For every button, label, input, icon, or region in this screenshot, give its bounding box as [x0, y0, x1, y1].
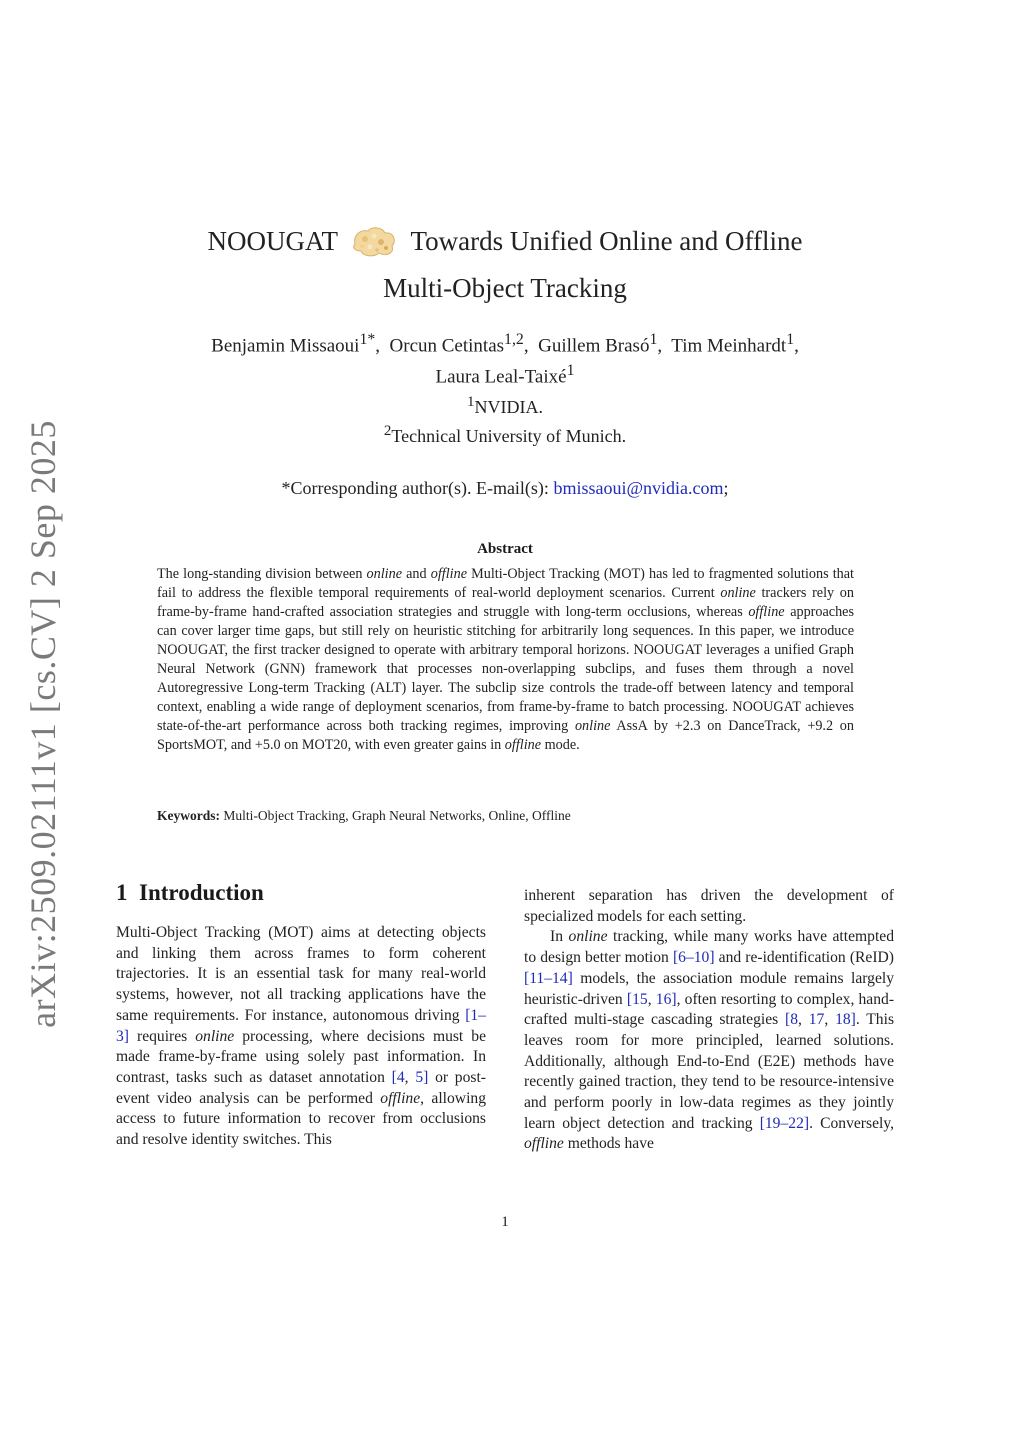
- affiliation-mark: 1: [467, 394, 475, 410]
- citation-link[interactable]: [6–10]: [672, 949, 715, 967]
- citation-link[interactable]: 18]: [835, 1011, 856, 1029]
- paragraph: [524, 927, 894, 1155]
- author-list: Benjamin Missaoui$^{1*}$, Orcun Cetintas$^{1,2}$, Guillem Brasó$^1$, Tim Meinhardt$^1$, Laura Leal-Taixé$^1$: [211, 331, 799, 388]
- paragraph: inherent separation has driven the development of specialized models for each setting.: [524, 887, 894, 925]
- body-text: and re-identification (ReID): [714, 949, 894, 967]
- body-text: ,: [824, 1011, 836, 1029]
- author-affiliation-mark: 1,2: [504, 331, 524, 348]
- abstract-emphasis: online: [366, 566, 403, 582]
- citation-link[interactable]: 5]: [415, 1068, 429, 1086]
- author: Laura Leal-Taixé: [435, 366, 567, 388]
- abstract-body: [157, 565, 854, 755]
- body-text: or post-event video analysis can be performed: [116, 1068, 486, 1107]
- affiliation: Technical University of Munich.: [391, 426, 627, 446]
- body-text: . Conversely,: [809, 1114, 895, 1132]
- body-text: ,: [798, 1011, 809, 1029]
- abstract-emphasis: offline: [430, 566, 468, 582]
- corresponding-author-suffix: ;: [723, 478, 729, 498]
- author: Orcun Cetintas: [389, 335, 505, 357]
- citation-link[interactable]: [15: [626, 990, 648, 1008]
- keywords-text: Multi-Object Tracking, Graph Neural Networks, Online, Offline: [220, 808, 571, 823]
- arxiv-identifier-stamp: arXiv:2509.02111v1 [cs.CV] 2 Sep 2025: [23, 420, 63, 1028]
- email-link[interactable]: bmissaoui@nvidia.com: [553, 478, 724, 498]
- body-text: tracking, while many works have attempted to design better motion: [524, 928, 894, 967]
- abstract-emphasis: offline: [748, 604, 785, 620]
- author-affiliation-mark: 1: [566, 362, 575, 380]
- abstract-text: trackers rely on frame-by-frame hand-crafted association strategies and struggle with long-term occlusions, whereas: [157, 585, 854, 620]
- body-text: Multi-Object Tracking (MOT) aims at detecting objects and linking them across frames to form coherent trajectories. It is an essential task for many real-world systems, however, not all tracking applications have the same requirements. For instance, autonomous driving: [116, 924, 486, 1024]
- keywords-label: Keywords:: [157, 808, 220, 823]
- body-text: ,: [404, 1068, 416, 1086]
- nougat-candy-icon: [350, 224, 398, 269]
- affiliation-mark: 2: [383, 423, 392, 439]
- citation-link[interactable]: [19–22]: [759, 1114, 810, 1132]
- body-emphasis: offline: [380, 1089, 421, 1107]
- corresponding-author: [150, 478, 860, 499]
- abstract-text: The long-standing division between: [157, 566, 367, 582]
- citation-link[interactable]: 17: [808, 1011, 825, 1029]
- body-text: . This leaves room for more principled, learned solutions. Additionally, although End-to-End (E2E) methods have recently gained traction, they tend to be resource-intensive and perform poorly in low-data regimes as they jointly learn object detection and tracking: [524, 1011, 895, 1132]
- abstract-emphasis: offline: [504, 737, 542, 753]
- body-text: models, the association module remains largely heuristic-driven: [524, 969, 894, 1008]
- body-text: methods have: [563, 1135, 654, 1153]
- abstract-text: mode.: [541, 737, 580, 753]
- abstract-emphasis: online: [574, 718, 611, 734]
- section-heading: [116, 880, 264, 906]
- body-text: , often resorting to complex, hand-crafted multi-stage cascading strategies: [524, 990, 895, 1029]
- right-column: [524, 886, 894, 1155]
- page-number: 1: [501, 1214, 509, 1230]
- affiliations: [200, 390, 810, 448]
- author-affiliation-mark: 1: [786, 331, 795, 348]
- abstract-text: Multi-Object Tracking (MOT) has led to fragmented solutions that fail to address the flexible temporal requirements of real-world deployment scenarios. Current: [157, 566, 854, 601]
- body-emphasis: online: [195, 1027, 235, 1045]
- body-emphasis: offline: [524, 1135, 564, 1153]
- author: Tim Meinhardt: [671, 335, 787, 357]
- section-title: Introduction: [139, 880, 264, 905]
- citation-link[interactable]: [1–3]: [116, 1006, 486, 1045]
- author: Guillem Brasó: [538, 335, 650, 357]
- citation-link[interactable]: [8: [785, 1011, 799, 1029]
- keywords: [157, 808, 854, 824]
- author: Benjamin Missaoui: [211, 335, 360, 357]
- abstract-text: AssA by +2.3 on DanceTrack, +9.2 on SportsMOT, and +5.0 on MOT20, with even greater gains in: [157, 718, 854, 753]
- body-text: requires: [129, 1027, 196, 1045]
- citation-link[interactable]: [11–14]: [524, 969, 573, 987]
- author-affiliation-mark: 1*: [359, 331, 376, 348]
- body-emphasis: online: [568, 928, 608, 946]
- abstract-emphasis: online: [720, 585, 756, 601]
- abstract-text: approaches can cover larger time gaps, but still rely on heuristic stitching for arbitrarily long sequences. In this paper, we introduce NOOUGAT, the first tracker designed to operate with arbitrary temporal horizons. NOOUGAT leverages a unified Graph Neural Network (GNN) framework that processes non-overlapping subclips, and fuses them through a novel Autoregressive Long-term Tracking (ALT) layer. The subclip size controls the trade-off between latency and temporal context, enabling a wide range of deployment scenarios, from frame-by-frame to batch processing. NOOUGAT achieves state-of-the-art performance across both tracking regimes, improving: [157, 604, 854, 734]
- section-number: 1: [116, 880, 128, 905]
- title-rest: Towards Unified Online and Offline: [410, 226, 803, 256]
- corresponding-author-label: *Corresponding author(s). E-mail(s):: [281, 478, 549, 498]
- abstract-text: and: [402, 566, 431, 582]
- body-text: In: [550, 928, 569, 946]
- citation-link[interactable]: [4: [391, 1068, 405, 1086]
- affiliation: NVIDIA.: [474, 397, 543, 417]
- abstract-heading: Abstract: [477, 541, 533, 557]
- body-text: ,: [647, 990, 656, 1008]
- left-column: [116, 923, 486, 1151]
- citation-link[interactable]: 16]: [655, 990, 677, 1008]
- paper-title: [150, 222, 860, 308]
- author-affiliation-mark: 1: [649, 331, 658, 348]
- paragraph: [116, 923, 486, 1151]
- body-text: processing, where decisions must be made frame-by-frame using solely past information. In contrast, tasks such as dataset annotation: [116, 1027, 486, 1086]
- title-name: NOOUGAT: [207, 226, 338, 256]
- title-line-2: Multi-Object Tracking: [383, 273, 627, 303]
- body-text: , allowing access to future information to recover from occlusions and resolve identity switches. This: [116, 1089, 486, 1149]
